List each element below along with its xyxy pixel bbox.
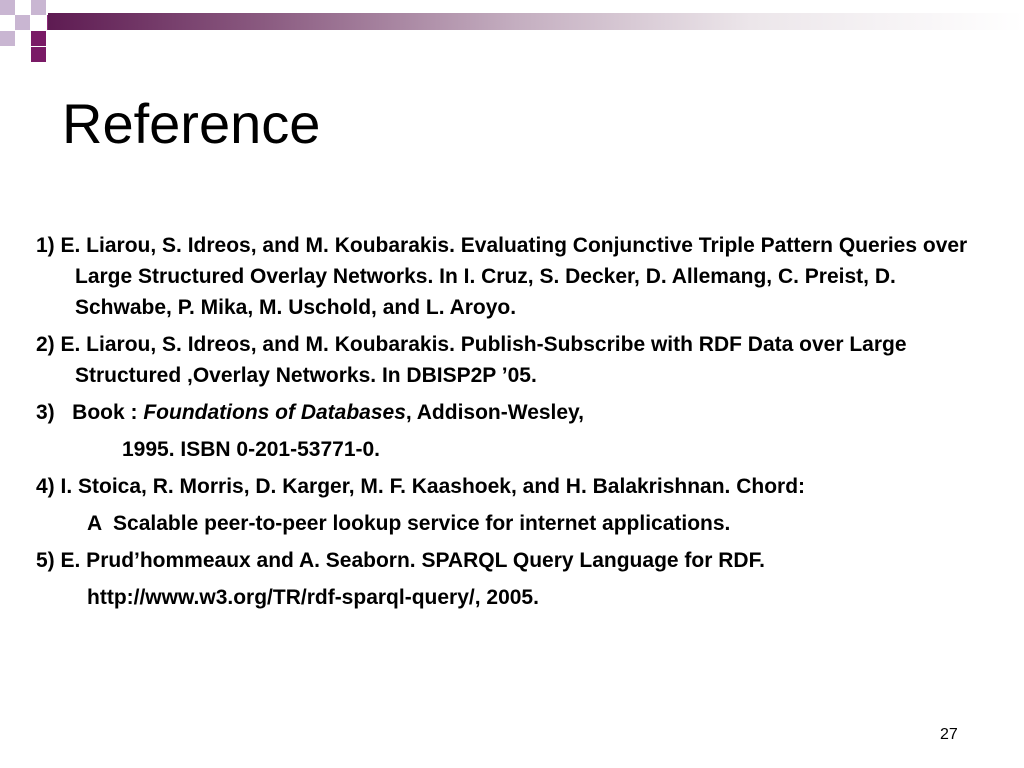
reference-item-1: 1) E. Liarou, S. Idreos, and M. Koubarakis. Evaluating Conjunctive Triple Pattern Queries over Large Structured Overlay Networks. In I. Cruz, S. Decker, D. Allemang, C. Preist, D. Schwabe, P. Mika, M. Uschold, and L. Aroyo. [36,234,968,319]
decor-square [31,0,46,15]
reference-3-continuation: 1995. ISBN 0-201-53771-0. [122,438,380,461]
reference-3-book-title: Foundations of Databases [143,401,406,424]
reference-4-continuation: A Scalable peer-to-peer lookup service for internet applications. [87,512,731,535]
slide-title: Reference [62,92,321,155]
page-number: 27 [940,726,958,743]
decor-square [31,47,46,62]
reference-5-url: http://www.w3.org/TR/rdf-sparql-query/, 2005. [87,586,539,609]
decor-square [15,15,30,30]
header-gradient-bar [48,13,1024,30]
reference-item-2: 2) E. Liarou, S. Idreos, and M. Koubarakis. Publish-Subscribe with RDF Data over Large Structured ,Overlay Networks. In DBISP2P ’05. [36,333,907,387]
decorative-squares [0,0,80,64]
reference-item-5: 5) E. Prud’hommeaux and A. Seaborn. SPARQL Query Language for RDF. [36,549,765,572]
reference-list [36,230,996,619]
decor-square [0,0,15,15]
decor-square [0,31,15,46]
reference-3-prefix: 3) Book : [36,401,144,424]
reference-3-suffix: , Addison-Wesley, [405,401,585,424]
reference-item-3 [36,397,996,428]
reference-item-4: 4) I. Stoica, R. Morris, D. Karger, M. F. Kaashoek, and H. Balakrishnan. Chord: [36,475,806,498]
decor-square [31,31,46,46]
